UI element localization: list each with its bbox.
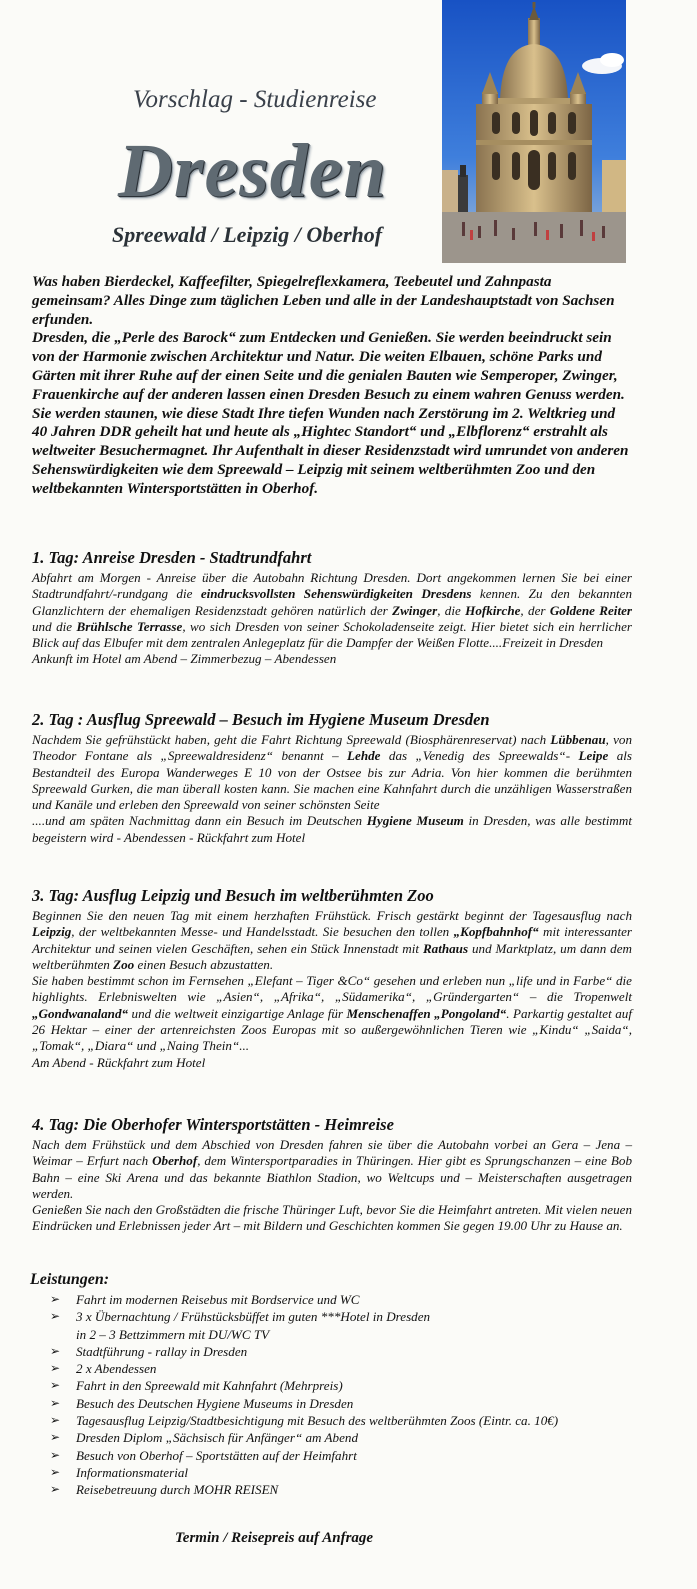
services-section xyxy=(30,1271,650,1499)
day-3-section xyxy=(32,886,632,1071)
destinations-line: Spreewald / Leipzig / Oberhof xyxy=(112,222,383,247)
service-text: 3 x Übernachtung / Frühstücksbüffet im guten ***Hotel in Dresden xyxy=(76,1309,431,1325)
service-item xyxy=(50,1360,650,1377)
service-text: Stadtführung - rallay in Dresden xyxy=(76,1343,248,1359)
day-body xyxy=(32,570,632,668)
text-run: das „Venedig des Spreewalds“- xyxy=(380,748,579,764)
text-run: , wo sich Dresden von seiner Schokoladenseite zeigt. Hier bietet sich ein herrlicher Blick auf das Elbufer mit dem zentralen Anlegeplatz für die Dampfer der Weißen Flotte....Freizeit in Dresden xyxy=(32,618,633,651)
arrow-bullet-icon: ➢ xyxy=(50,1309,61,1324)
highlight-term: Leipzig xyxy=(32,924,72,940)
service-item xyxy=(50,1308,650,1325)
day-paragraph xyxy=(32,1202,632,1235)
text-run: Beginnen Sie den neuen Tag mit einem herzhaften Frühstück. Frisch gestärkt beginnt der Tagesausflug nach xyxy=(32,908,632,923)
text-run: Am Abend - Rückfahrt zum Hotel xyxy=(32,1054,206,1070)
day-heading: 3. Tag: Ausflug Leipzig und Besuch im weltberühmten Zoo xyxy=(32,886,434,905)
text-run: Genießen Sie nach den Großstädten die frische Thüringer Luft, bevor Sie die Heimfahrt antreten. Mit vielen neuen Eindrücken und Erlebnissen jeder Art – mit Bildern und Geschichten kommen Sie gegen 19.00 Uhr zu Hause an. xyxy=(32,1202,632,1234)
highlight-term: „Gondwanaland“ xyxy=(32,1005,129,1021)
text-run: kennen. Zu den bekannten Glanzlichtern der ehemaligen Residenzstadt gehören natürlich der xyxy=(32,586,632,618)
text-run: und die weltweit einzigartige Anlage für xyxy=(128,1005,347,1021)
arrow-bullet-icon: ➢ xyxy=(50,1482,61,1497)
arrow-bullet-icon: ➢ xyxy=(50,1413,61,1428)
highlight-term: Hofkirche xyxy=(465,602,521,618)
text-run: einen Besuch abzustatten. xyxy=(134,956,274,972)
day-body xyxy=(32,1137,632,1235)
service-item xyxy=(50,1291,650,1308)
day-heading: 4. Tag: Die Oberhofer Wintersportstätten - Heimreise xyxy=(32,1115,394,1134)
text-run: Nach dem Frühstück und dem Abschied von Dresden fahren sie über die Autobahn vorbei an Gera – Jena – Weimar – Erfurt nach xyxy=(32,1137,632,1169)
text-run: mit interessanter Architektur und seinen vielen Geschäften, sehen ein Stück Innenstadt mit xyxy=(32,924,632,956)
day-paragraph xyxy=(32,570,632,651)
day-4-section xyxy=(32,1115,632,1235)
service-item xyxy=(50,1395,650,1412)
highlight-term: Hygiene Museum xyxy=(366,813,464,829)
text-run: ....und am späten Nachmittag dann ein Besuch im Deutschen xyxy=(32,813,367,829)
day-paragraph xyxy=(32,813,632,846)
service-item xyxy=(50,1343,650,1360)
highlight-term: Lehde xyxy=(347,748,381,764)
highlight-term: Menschenaffen „Pongoland“ xyxy=(346,1005,507,1021)
price-on-request: Termin / Reisepreis auf Anfrage xyxy=(175,1530,374,1546)
text-run: und die xyxy=(32,618,77,634)
text-run: Abfahrt am Morgen - Anreise über die Autobahn Richtung Dresden. Dort angekommen lernen Sie bei einer Stadtrundfahrt/-rundgang die xyxy=(32,570,632,602)
arrow-bullet-icon: ➢ xyxy=(50,1464,61,1479)
text-run: als Bestandteil des Europa Wanderweges E 10 von der Ostsee bis zur Adria. Von hier kommen die berühmten Spreewald Gurken, die man überall kosten kann. Sie machen eine Kahnfahrt durch die unzähligen Wasserstraßen und Kanäle und erleben den Spreewald von seiner schönsten Seite xyxy=(32,748,632,813)
highlight-term: Brühlsche Terrasse xyxy=(76,618,183,634)
arrow-bullet-icon: ➢ xyxy=(50,1430,61,1445)
arrow-bullet-icon: ➢ xyxy=(50,1378,61,1393)
service-item xyxy=(50,1377,650,1394)
arrow-bullet-icon: ➢ xyxy=(50,1361,61,1376)
services-list xyxy=(30,1291,650,1499)
text-run: . Parkartig gestaltet auf 26 Hektar – einer der artenreichsten Zoos Europas mit so außergewöhnlichen Tieren wie „Kindu“ „Saida“, „Tomak“, „Diara“ und „Naing Thein“... xyxy=(32,1005,632,1054)
service-text: Besuch von Oberhof – Sportstätten auf der Heimfahrt xyxy=(76,1447,357,1463)
day-heading: 2. Tag : Ausflug Spreewald – Besuch im Hygiene Museum Dresden xyxy=(32,710,490,729)
highlight-term: „Kopfbahnhof“ xyxy=(453,924,539,940)
intro-paragraph: Was haben Bierdeckel, Kaffeefilter, Spiegelreflexkamera, Teebeutel und Zahnpasta gemeinsam? Alles Dinge zum täglichen Leben und alle in der Landeshauptstadt von Sachsen erfunden. xyxy=(32,273,615,328)
service-item xyxy=(50,1412,650,1429)
highlight-term: eindrucksvollsten Sehenswürdigkeiten Dresdens xyxy=(200,586,472,602)
service-text: Besuch des Deutschen Hygiene Museums in Dresden xyxy=(76,1395,354,1411)
highlight-term: Goldene Reiter xyxy=(549,602,632,618)
day-paragraph xyxy=(32,1055,632,1071)
highlight-term: Oberhof xyxy=(152,1153,198,1169)
highlight-term: Zwinger xyxy=(392,602,438,618)
text-run: , die xyxy=(437,602,466,618)
service-text: Reisebetreuung durch MOHR REISEN xyxy=(76,1482,279,1498)
day-body xyxy=(32,732,632,846)
day-paragraph xyxy=(32,908,632,973)
day-paragraph xyxy=(32,651,632,667)
highlight-term: Zoo xyxy=(113,956,135,972)
intro-paragraph: Dresden, die „Perle des Barock“ zum Entdecken und Genießen. Sie werden beeindruckt sein von der Harmonie zwischen Architektur und Natur. Die weiten Elbauen, schöne Parks und Gärten mit ihrer Ruhe auf der einen Seite und die genialen Bauten wie Semperoper, Zwinger, Frauenkirche auf der anderen lassen einen Dresden Besuch zu einem wahren Genuss werden. Sie werden staunen, wie diese Stadt Ihre tiefen Wunden nach Zerstörung im 2. Weltkrieg und 40 Jahren DDR geheilt hat und heute als „Hightec Standort“ und „Elbflorenz“ erstrahlt als weltweiter Besuchermagnet. Ihr Aufenthalt in dieser Residenzstadt wird umrundet von anderen Sehenswürdigkeiten wie dem Spreewald – Leipzig mit seinem weltberühmten Zoo und den weltbekannten Wintersportstätten in Oberhof. xyxy=(32,329,629,497)
service-item xyxy=(50,1481,650,1498)
day-paragraph xyxy=(32,732,632,813)
page-title: Dresden xyxy=(118,129,387,213)
church-illustration xyxy=(442,0,626,263)
text-run: , von Theodor Fontane als „Spreewaldresidenz“ benannt – xyxy=(32,732,632,764)
text-run: in Dresden, was alle bestimmt begeistern wird - Abendessen - Rückfahrt zum Hotel xyxy=(32,813,632,845)
highlight-term: Lübbenau xyxy=(550,732,606,747)
service-text: Fahrt im modernen Reisebus mit Bordservice und WC xyxy=(76,1292,360,1307)
text-run: und Marktplatz, um dann dem weltberühmten xyxy=(32,940,632,972)
highlight-term: Leipe xyxy=(578,748,609,764)
service-item xyxy=(50,1429,650,1446)
arrow-bullet-icon: ➢ xyxy=(50,1395,61,1410)
service-text: Tagesausflug Leipzig/Stadtbesichtigung mit Besuch des weltberühmten Zoos (Eintr. ca. 10€) xyxy=(76,1413,559,1429)
day-body xyxy=(32,908,632,1071)
day-1-section xyxy=(32,548,632,668)
arrow-bullet-icon xyxy=(50,1326,76,1343)
day-paragraph xyxy=(32,973,632,1054)
service-item xyxy=(50,1464,650,1481)
text-run: , dem Wintersportparadies in Thüringen. Hier gibt es Sprungschanzen – eine Bob Bahn – eine Ski Arena und das bekannte Biathlon Stadion, wo Weltcups und – Meisterschaften ausgetragen werden. xyxy=(32,1153,632,1201)
text-run: Sie haben bestimmt schon im Fernsehen „Elefant – Tiger &Co“ gesehen und erleben nun „life und in Farbe“ die highlights. Erlebniswelten wie „Asien“, „Afrika“, „Südamerika“, „Gründergarten“ – die Tropenwelt xyxy=(32,973,632,1005)
subtitle: Vorschlag - Studienreise xyxy=(133,86,377,113)
services-heading: Leistungen: xyxy=(30,1271,110,1288)
intro-text xyxy=(32,273,632,499)
day-paragraph xyxy=(32,1137,632,1202)
text-run: Nachdem Sie gefrühstückt haben, geht die Fahrt Richtung Spreewald (Biosphärenreservat) nach xyxy=(32,732,551,747)
service-item xyxy=(50,1447,650,1464)
service-text: Fahrt in den Spreewald mit Kahnfahrt (Mehrpreis) xyxy=(76,1378,343,1394)
service-text: Informationsmaterial xyxy=(76,1464,189,1480)
text-run: , der weltbekannten Messe- und Handelsstadt. Sie besuchen den tollen xyxy=(71,924,454,940)
day-2-section xyxy=(32,710,632,846)
service-text: in 2 – 3 Bettzimmern mit DU/WC TV xyxy=(76,1326,270,1342)
highlight-term: Rathaus xyxy=(422,940,469,956)
service-item xyxy=(50,1326,650,1343)
arrow-bullet-icon: ➢ xyxy=(50,1447,61,1462)
service-text: Dresden Diplom „Sächsisch für Anfänger“ am Abend xyxy=(76,1430,358,1446)
arrow-bullet-icon: ➢ xyxy=(50,1292,61,1306)
service-text: 2 x Abendessen xyxy=(76,1361,157,1377)
text-run: Ankunft im Hotel am Abend – Zimmerbezug – Abendessen xyxy=(32,651,337,667)
arrow-bullet-icon: ➢ xyxy=(50,1343,61,1358)
text-run: , der xyxy=(520,602,550,618)
frauenkirche-photo xyxy=(442,0,626,263)
day-heading: 1. Tag: Anreise Dresden - Stadtrundfahrt xyxy=(32,548,312,567)
